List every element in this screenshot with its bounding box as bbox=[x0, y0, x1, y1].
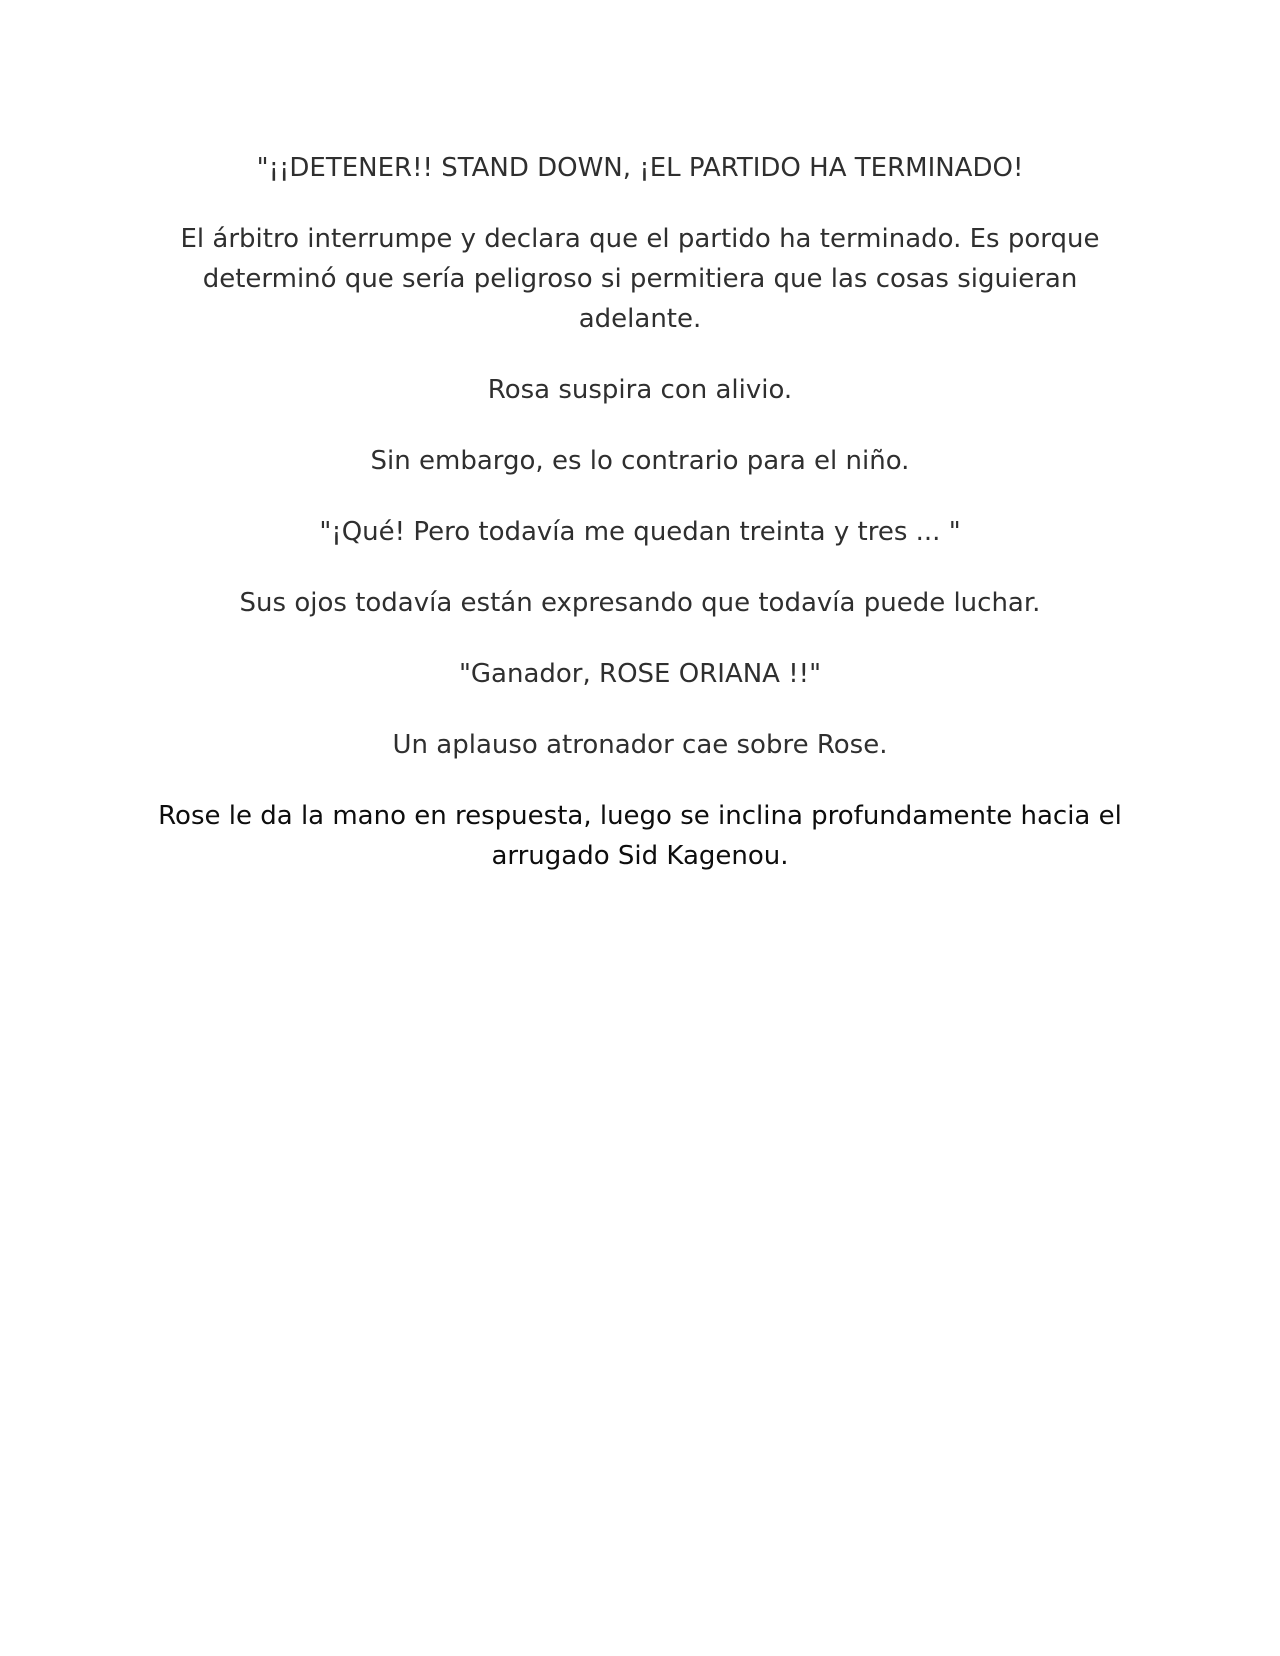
paragraph-rosa-relief: Rosa suspira con alivio. bbox=[487, 375, 793, 405]
paragraph-contrary-boy: Sin embargo, es lo contrario para el niño. bbox=[370, 446, 910, 476]
paragraph-referee-declares: El árbitro interrumpe y declara que el partido ha terminado. Es porque determinó que sería peligroso si permitiera que las cosas siguieran adelante. bbox=[180, 224, 1100, 334]
paragraph-winner-announcement: "Ganador, ROSE ORIANA !!" bbox=[458, 659, 822, 689]
paragraph-rose-bows: Rose le da la mano en respuesta, luego se inclina profundamente hacia el arrugado Sid Kagenou. bbox=[158, 801, 1122, 871]
paragraph-applause: Un aplauso atronador cae sobre Rose. bbox=[392, 730, 888, 760]
paragraph-referee-shout: "¡¡DETENER!! STAND DOWN, ¡EL PARTIDO HA TERMINADO! bbox=[256, 153, 1024, 183]
document-body bbox=[140, 148, 1140, 907]
paragraph-boy-protest: "¡Qué! Pero todavía me quedan treinta y tres ... " bbox=[319, 517, 961, 547]
paragraph-eyes-fight: Sus ojos todavía están expresando que todavía puede luchar. bbox=[239, 588, 1041, 618]
